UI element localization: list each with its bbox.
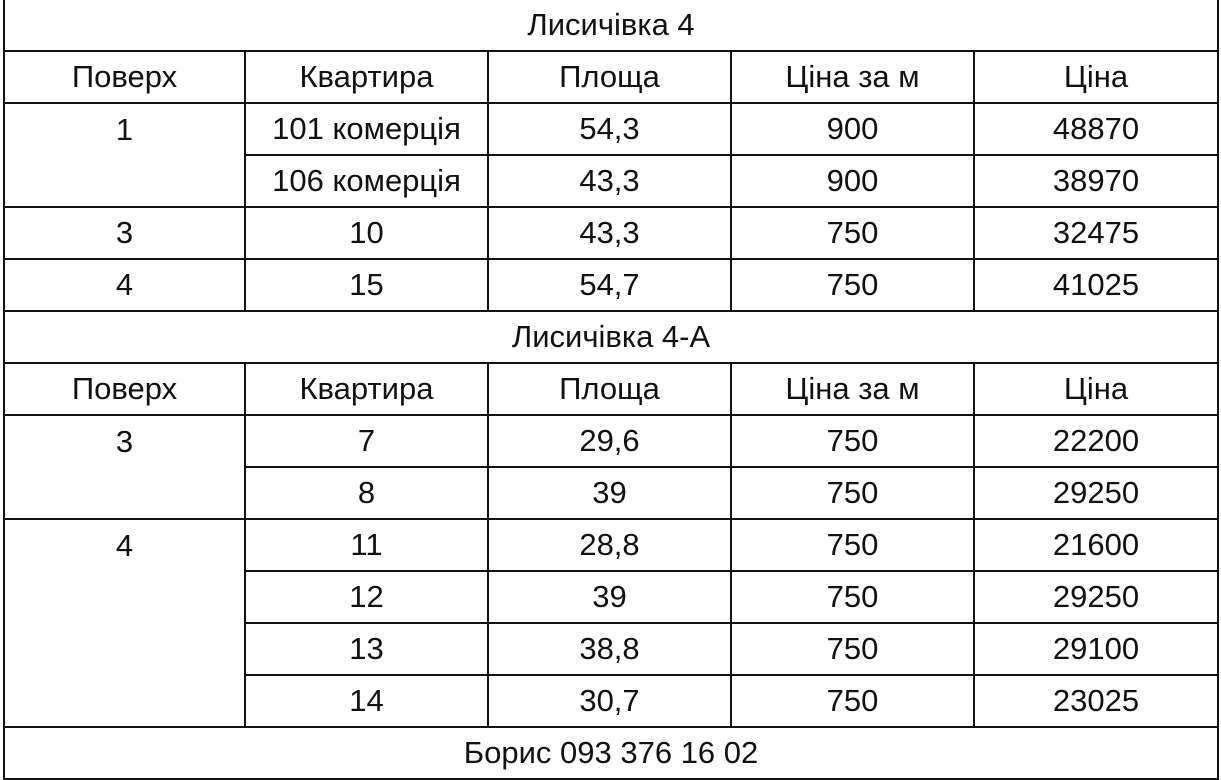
table-row <box>4 519 1218 571</box>
price-per-m-cell: 900 <box>731 155 974 207</box>
price-cell: 32475 <box>974 207 1218 259</box>
area-cell: 29,6 <box>488 415 731 467</box>
column-header: Поверх <box>4 363 245 415</box>
price-cell: 29250 <box>974 467 1218 519</box>
section-title-row <box>4 0 1218 51</box>
area-cell: 39 <box>488 571 731 623</box>
price-per-m-cell: 750 <box>731 467 974 519</box>
price-per-m-cell: 750 <box>731 415 974 467</box>
area-cell: 54,3 <box>488 103 731 155</box>
price-per-m-cell: 750 <box>731 675 974 727</box>
header-row <box>4 51 1218 103</box>
column-header: Ціна <box>974 51 1218 103</box>
area-cell: 28,8 <box>488 519 731 571</box>
price-cell: 38970 <box>974 155 1218 207</box>
column-header: Поверх <box>4 51 245 103</box>
contact-info: Борис 093 376 16 02 <box>4 727 1218 779</box>
price-per-m-cell: 750 <box>731 207 974 259</box>
apartment-cell: 14 <box>245 675 488 727</box>
apartment-cell: 12 <box>245 571 488 623</box>
footer-row <box>4 727 1218 779</box>
apartment-cell: 11 <box>245 519 488 571</box>
price-cell: 23025 <box>974 675 1218 727</box>
price-cell: 41025 <box>974 259 1218 311</box>
price-cell: 48870 <box>974 103 1218 155</box>
price-per-m-cell: 750 <box>731 519 974 571</box>
area-cell: 54,7 <box>488 259 731 311</box>
area-cell: 38,8 <box>488 623 731 675</box>
apartment-cell: 8 <box>245 467 488 519</box>
price-per-m-cell: 750 <box>731 259 974 311</box>
table-row <box>4 259 1218 311</box>
table-row <box>4 207 1218 259</box>
price-per-m-cell: 750 <box>731 571 974 623</box>
floor-cell: 3 <box>4 207 245 259</box>
area-cell: 43,3 <box>488 155 731 207</box>
column-header: Ціна за м <box>731 363 974 415</box>
area-cell: 30,7 <box>488 675 731 727</box>
section-title: Лисичівка 4 <box>4 0 1218 51</box>
column-header: Площа <box>488 363 731 415</box>
floor-cell: 1 <box>4 103 245 207</box>
price-per-m-cell: 900 <box>731 103 974 155</box>
price-cell: 29250 <box>974 571 1218 623</box>
floor-cell: 4 <box>4 519 245 727</box>
apartment-cell: 10 <box>245 207 488 259</box>
price-table-body <box>4 0 1218 779</box>
header-row <box>4 363 1218 415</box>
price-cell: 29100 <box>974 623 1218 675</box>
price-per-m-cell: 750 <box>731 623 974 675</box>
section-title: Лисичівка 4-А <box>4 311 1218 363</box>
section-title-row <box>4 311 1218 363</box>
apartment-cell: 7 <box>245 415 488 467</box>
column-header: Ціна за м <box>731 51 974 103</box>
floor-cell: 4 <box>4 259 245 311</box>
apartment-cell: 106 комерція <box>245 155 488 207</box>
table-row <box>4 103 1218 155</box>
table-row <box>4 415 1218 467</box>
price-table <box>3 0 1219 780</box>
price-cell: 22200 <box>974 415 1218 467</box>
apartment-cell: 101 комерція <box>245 103 488 155</box>
area-cell: 39 <box>488 467 731 519</box>
area-cell: 43,3 <box>488 207 731 259</box>
price-cell: 21600 <box>974 519 1218 571</box>
column-header: Квартира <box>245 363 488 415</box>
column-header: Квартира <box>245 51 488 103</box>
column-header: Ціна <box>974 363 1218 415</box>
floor-cell: 3 <box>4 415 245 519</box>
apartment-cell: 15 <box>245 259 488 311</box>
apartment-cell: 13 <box>245 623 488 675</box>
column-header: Площа <box>488 51 731 103</box>
